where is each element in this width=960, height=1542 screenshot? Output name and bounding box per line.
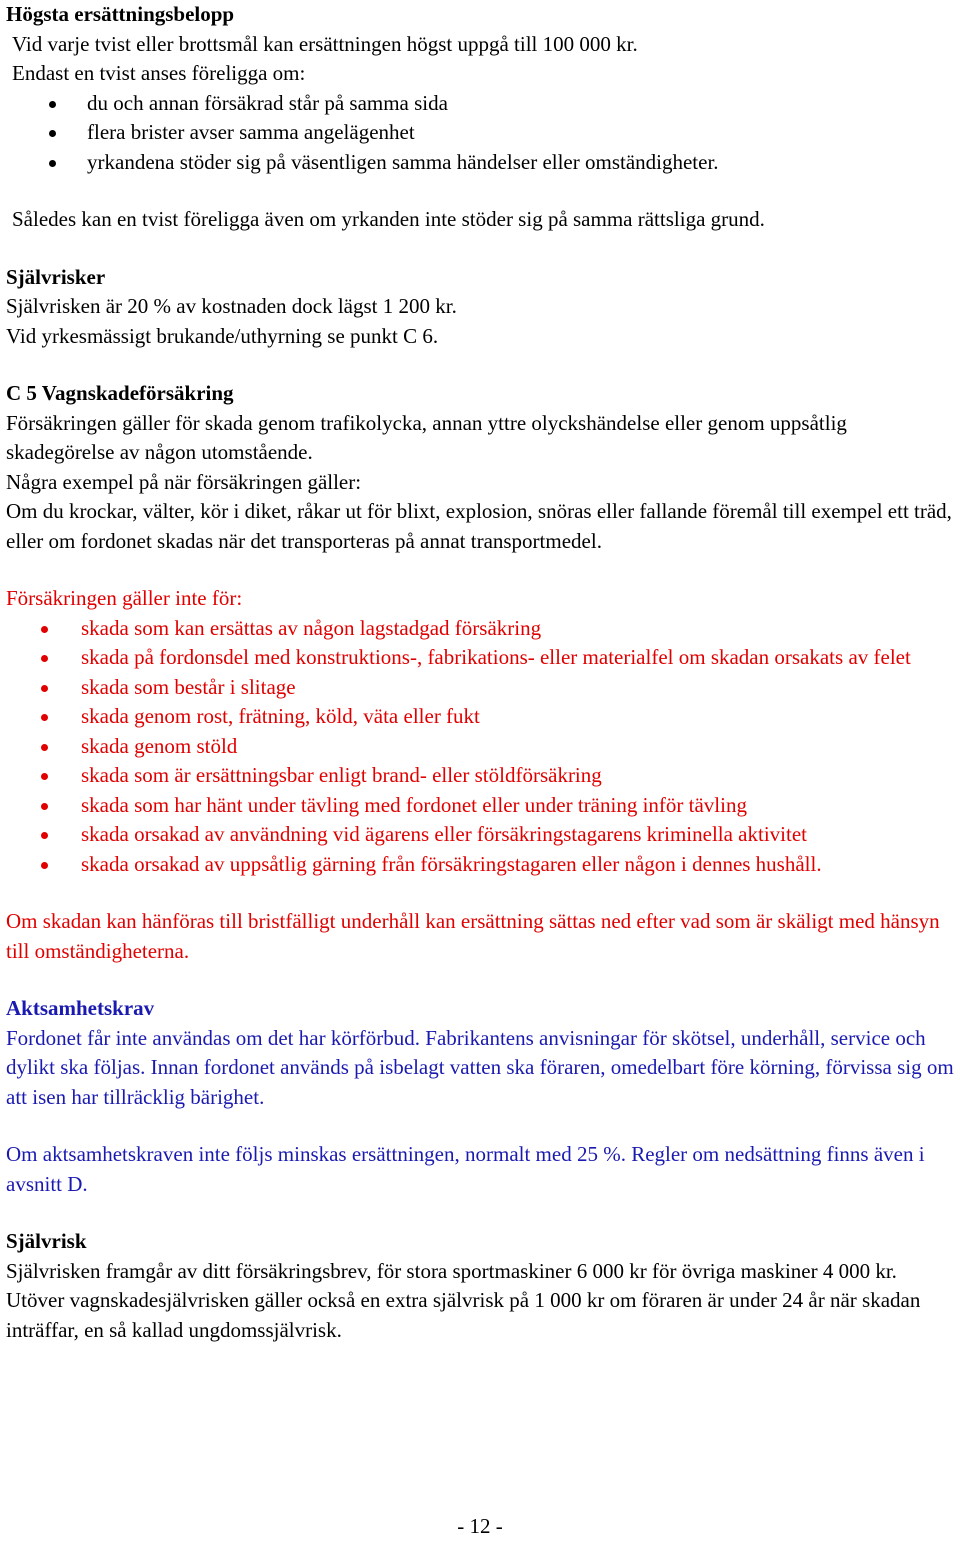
heading-deductibles: Självrisker: [6, 264, 106, 289]
bullet-icon: [41, 685, 48, 692]
paragraph-maintenance: Om skadan kan hänföras till bristfälligt underhåll kan ersättning sättas ned efter vad som är skäligt med hänsyn till omständigheterna.: [6, 909, 940, 963]
bullet-icon: [41, 744, 48, 751]
section-deductible: [6, 1227, 956, 1345]
list-item: du och annan försäkrad står på samma sida: [6, 89, 956, 119]
paragraph-dispute-conditions: Endast en tvist anses föreligga om:: [12, 61, 306, 85]
paragraph-care-rules: Fordonet får inte användas om det har körförbud. Fabrikantens anvisningar för skötsel, underhåll, service och dylikt ska följas. Innan fordonet används på isbelagt vatten ska föraren, omedelbart före körning, förvissa sig om att isen har tillräcklig bärighet.: [6, 1025, 954, 1109]
bullet-icon: [41, 803, 48, 810]
list-item: skada som kan ersättas av någon lagstadgad försäkring: [6, 614, 956, 644]
exclusions-list: [6, 614, 956, 880]
section-max-compensation: [6, 0, 956, 235]
section-care-requirements: [6, 994, 956, 1199]
paragraph-legal-grounds: Således kan en tvist föreligga även om yrkanden inte stöder sig på samma rättsliga grund.: [12, 207, 765, 231]
page-number: - 12 -: [457, 1514, 503, 1538]
list-item: skada orsakad av användning vid ägarens eller försäkringstagarens kriminella aktivitet: [6, 820, 956, 850]
heading-deductible: Självrisk: [6, 1229, 87, 1253]
paragraph-max-amount: Vid varje tvist eller brottsmål kan ersättningen högst uppgå till 100 000 kr.: [12, 31, 638, 56]
document-page: [6, 0, 956, 1345]
bullet-icon: [41, 655, 48, 662]
list-item: skada genom rost, frätning, köld, väta eller fukt: [6, 702, 956, 732]
list-item: flera brister avser samma angelägenhet: [6, 118, 956, 148]
heading-max-compensation: Högsta ersättningsbelopp: [6, 2, 235, 26]
bullet-icon: [41, 832, 48, 839]
bullet-icon: [49, 160, 56, 167]
list-item: skada som är ersättningsbar enligt brand- eller stöldförsäkring: [6, 761, 956, 791]
heading-care-requirements: Aktsamhetskrav: [6, 996, 155, 1020]
section-deductibles: [6, 263, 956, 352]
list-item: skada på fordonsdel med konstruktions-, fabrikations- eller materialfel om skadan orsakats av felet: [6, 643, 956, 673]
paragraph-exclusions-intro: Försäkringen gäller inte för:: [6, 586, 243, 610]
paragraph-deductible-details: Självrisken framgår av ditt försäkringsbrev, för stora sportmaskiner 6 000 kr för övriga maskiner 4 000 kr. Utöver vagnskadesjälvrisken gäller också en extra självrisk på 1 000 kr om föraren är under 24 år när skadan inträffar, en så kallad ungdomssjälvrisk.: [6, 1258, 921, 1342]
bullet-icon: [41, 862, 48, 869]
paragraph-reduction: Om aktsamhetskraven inte följs minskas ersättningen, normalt med 25 %. Regler om nedsättning finns även i avsnitt D.: [6, 1142, 925, 1196]
paragraph-examples: Om du krockar, välter, kör i diket, råkar ut för blixt, explosion, snöras eller fallande föremål till exempel ett träd, eller om fordonet skadas när det transporteras på annat transportmedel.: [6, 499, 952, 553]
paragraph-coverage: Försäkringen gäller för skada genom trafikolycka, annan yttre olyckshändelse eller genom uppsåtlig skadegörelse av någon utomstående.: [6, 410, 847, 464]
list-item: skada orsakad av uppsåtlig gärning från försäkringstagaren eller någon i dennes hushåll.: [6, 850, 956, 880]
list-item: skada som består i slitage: [6, 673, 956, 703]
bullet-icon: [41, 626, 48, 633]
dispute-conditions-list: [6, 89, 956, 178]
bullet-icon: [41, 773, 48, 780]
list-item: skada som har hänt under tävling med fordonet eller under träning inför tävling: [6, 791, 956, 821]
list-item: yrkandena stöder sig på väsentligen samma händelser eller omständigheter.: [6, 148, 956, 178]
section-exclusions: [6, 584, 956, 966]
bullet-icon: [49, 130, 56, 137]
bullet-icon: [49, 101, 56, 108]
paragraph-examples-intro: Några exempel på när försäkringen gäller:: [6, 469, 362, 494]
section-vehicle-damage: [6, 379, 956, 556]
bullet-icon: [41, 714, 48, 721]
list-item: skada genom stöld: [6, 732, 956, 762]
paragraph-professional-use: Vid yrkesmässigt brukande/uthyrning se punkt C 6.: [6, 323, 439, 348]
heading-vehicle-damage: C 5 Vagnskadeförsäkring: [6, 381, 234, 405]
paragraph-deductible-amount: Självrisken är 20 % av kostnaden dock lägst 1 200 kr.: [6, 294, 457, 318]
